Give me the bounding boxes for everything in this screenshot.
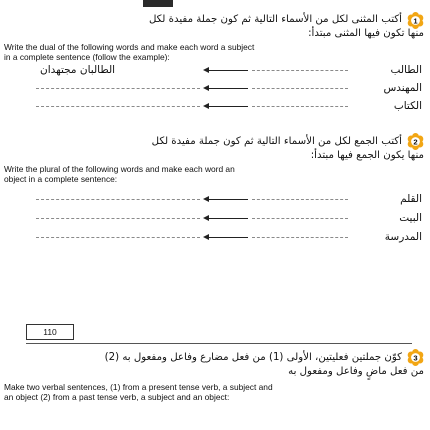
- page-number: 110: [43, 327, 57, 337]
- source-word: الطالب: [390, 64, 422, 76]
- exercise-1-row[interactable]: [0, 98, 430, 114]
- arrow-left-icon: [208, 237, 248, 238]
- arrow-left-icon: [208, 106, 248, 107]
- header-bar: [143, 0, 173, 7]
- exercise-2-instruction-ar-line-1: أكتب الجمع لكل من الأسماء التالية ثم كون جملة مفيدة لكل: [151, 136, 402, 147]
- source-word: البيت: [399, 212, 422, 224]
- exercise-1-instruction-ar-line-1: أكتب المثنى لكل من الأسماء التالية ثم كون جملة مفيدة لكل: [148, 14, 402, 25]
- exercise-1-row: [0, 62, 430, 78]
- answer-line[interactable]: [36, 218, 200, 219]
- exercise-2-row[interactable]: [0, 229, 430, 245]
- exercise-2-row[interactable]: [0, 191, 430, 207]
- answer-example: الطالبان مجتهدان: [40, 64, 116, 76]
- exercise-1-instruction-en-line-2: in a complete sentence (follow the example):: [4, 52, 170, 62]
- flower-badge-icon: [407, 12, 424, 29]
- fill-line: [252, 106, 348, 107]
- svg-text:1: 1: [413, 16, 418, 26]
- source-word: المهندس: [383, 82, 422, 94]
- source-word: المدرسة: [384, 231, 422, 243]
- fill-line: [252, 70, 348, 71]
- flower-badge-icon: [407, 133, 424, 150]
- exercise-3-instruction-ar-line-1: كوّن جملتين فعليتين، الأولى (1) من فعل مضارع وفاعل ومفعول به (2): [104, 352, 402, 363]
- source-word: الكتاب: [393, 100, 422, 112]
- exercise-number-badge: [407, 349, 424, 366]
- exercise-1-instruction-en-line-1: Write the dual of the following words and make each word a subject: [4, 42, 255, 52]
- exercise-2-row[interactable]: [0, 210, 430, 226]
- arrow-left-icon: [208, 88, 248, 89]
- fill-line: [252, 88, 348, 89]
- exercise-1-instruction-ar-line-2: منها تكون فيها المثنى مبتدأ:: [308, 28, 424, 39]
- fill-line: [252, 199, 348, 200]
- fill-line: [252, 218, 348, 219]
- source-word: القلم: [400, 193, 422, 205]
- exercise-2-instruction-en-line-1: Write the plural of the following words and make each word an: [4, 164, 235, 174]
- page-divider: [26, 343, 412, 344]
- exercise-2-instruction-ar-line-2: منها يكون الجمع فيها مبتدأ:: [310, 150, 424, 161]
- svg-text:3: 3: [413, 353, 418, 363]
- exercise-3-instruction-en-line-2: an object (2) from a past tense verb, a subject and an object:: [4, 392, 230, 402]
- fill-line: [252, 237, 348, 238]
- answer-line[interactable]: [36, 237, 200, 238]
- exercise-3-instruction-ar-line-2: من فعل ماضٍ وفاعل ومفعول به: [288, 366, 424, 377]
- answer-line[interactable]: [36, 88, 200, 89]
- exercise-number-badge: [407, 133, 424, 150]
- exercise-number-badge: [407, 12, 424, 29]
- svg-text:2: 2: [413, 137, 418, 147]
- exercise-2-instruction-en-line-2: object in a complete sentence:: [4, 174, 118, 184]
- arrow-left-icon: [208, 199, 248, 200]
- arrow-left-icon: [208, 218, 248, 219]
- page-number-box: [26, 324, 74, 340]
- answer-line[interactable]: [36, 106, 200, 107]
- answer-line[interactable]: [36, 199, 200, 200]
- arrow-left-icon: [208, 70, 248, 71]
- exercise-3-instruction-en-line-1: Make two verbal sentences, (1) from a present tense verb, a subject and: [4, 382, 273, 392]
- flower-badge-icon: [407, 349, 424, 366]
- exercise-1-row[interactable]: [0, 80, 430, 96]
